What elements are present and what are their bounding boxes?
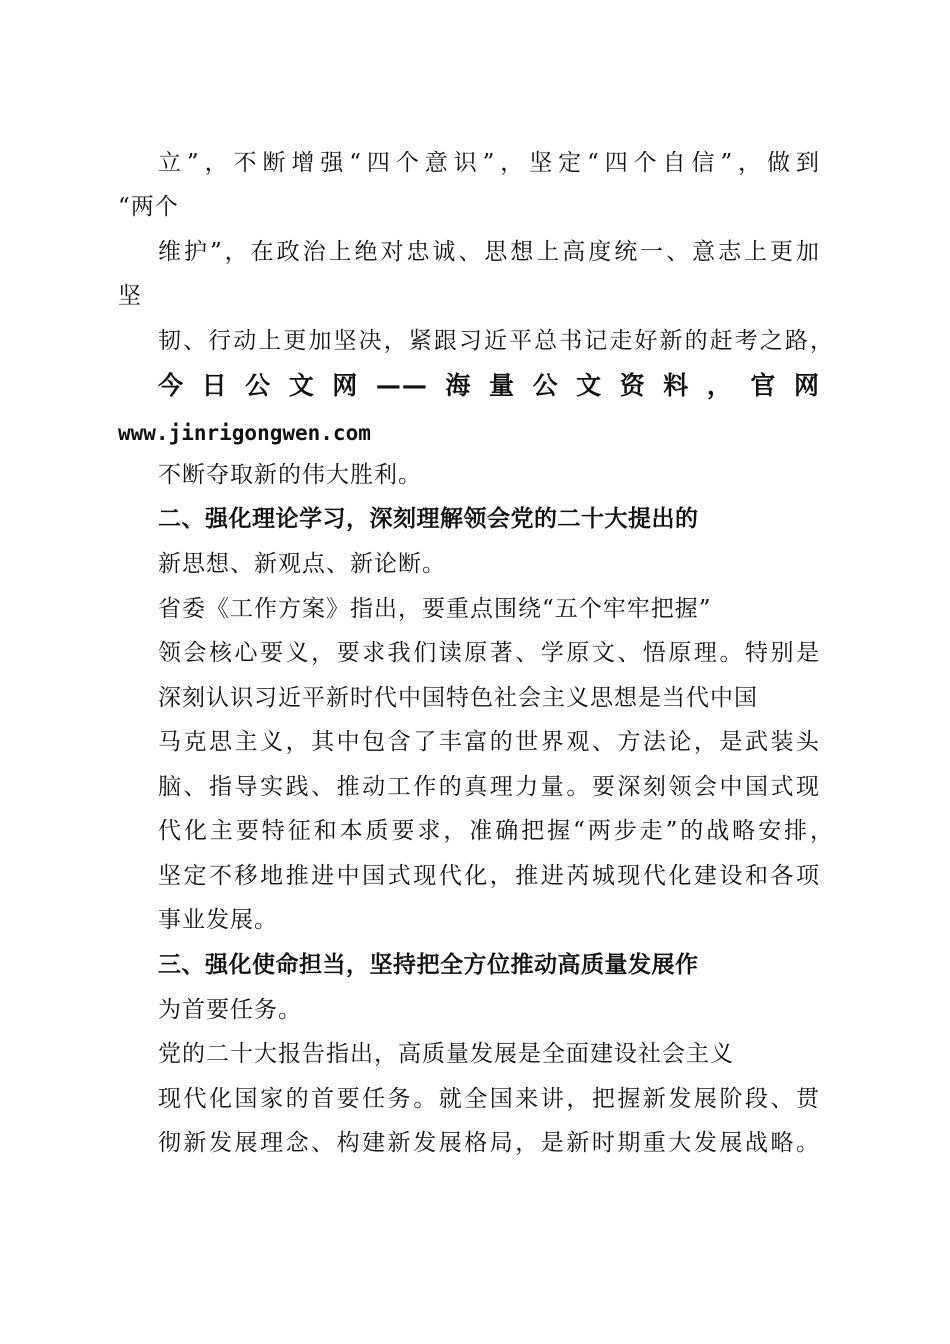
body-line: 领会核心要义，要求我们读原著、学原文、悟原理。特别是 bbox=[158, 640, 820, 666]
body-line: “两个 bbox=[118, 194, 179, 220]
body-line: 代化主要特征和本质要求，准确把握“两步走”的战略安排， bbox=[158, 818, 834, 844]
body-line: 韧、行动上更加坚决，紧跟习近平总书记走好新的赶考之路， bbox=[158, 328, 834, 354]
website-url: www.jinrigongwen.com bbox=[118, 421, 371, 445]
body-line: 脑、指导实践、推动工作的真理力量。要深刻领会中国式现 bbox=[158, 774, 820, 800]
body-line: 坚 bbox=[118, 283, 142, 309]
body-line: 为首要任务。 bbox=[158, 997, 302, 1023]
body-line: 维护”，在政治上绝对忠诚、思想上高度统一、意志上更加 bbox=[158, 239, 820, 265]
body-line: 新思想、新观点、新论断。 bbox=[158, 551, 446, 577]
section-heading: 二、强化理论学习，深刻理解领会党的二十大提出的 bbox=[158, 506, 699, 532]
body-line: 深刻认识习近平新时代中国特色社会主义思想是当代中国 bbox=[158, 685, 758, 711]
body-line: 立”，不断增强“四个意识”，坚定“四个自信”，做到 bbox=[158, 150, 820, 176]
section-heading: 三、强化使命担当，坚持把全方位推动高质量发展作 bbox=[158, 952, 699, 978]
body-line: 现代化国家的首要任务。就全国来讲，把握新发展阶段、贯 bbox=[158, 1086, 820, 1112]
body-line: 省委《工作方案》指出，要重点围绕“五个牢牢把握” bbox=[158, 596, 712, 622]
body-line: 党的二十大报告指出，高质量发展是全面建设社会主义 bbox=[158, 1041, 734, 1067]
body-line: 坚定不移地推进中国式现代化，推进芮城现代化建设和各项 bbox=[158, 863, 820, 889]
body-line: 马克思主义，其中包含了丰富的世界观、方法论，是武装头 bbox=[158, 729, 820, 755]
body-line: 事业发展。 bbox=[158, 907, 278, 933]
body-line: 不断夺取新的伟大胜利。 bbox=[158, 462, 422, 488]
watermark-banner: 今日公文网——海量公文资料，官网 bbox=[158, 371, 820, 400]
body-line: 彻新发展理念、构建新发展格局，是新时期重大发展战略。 bbox=[158, 1130, 820, 1156]
